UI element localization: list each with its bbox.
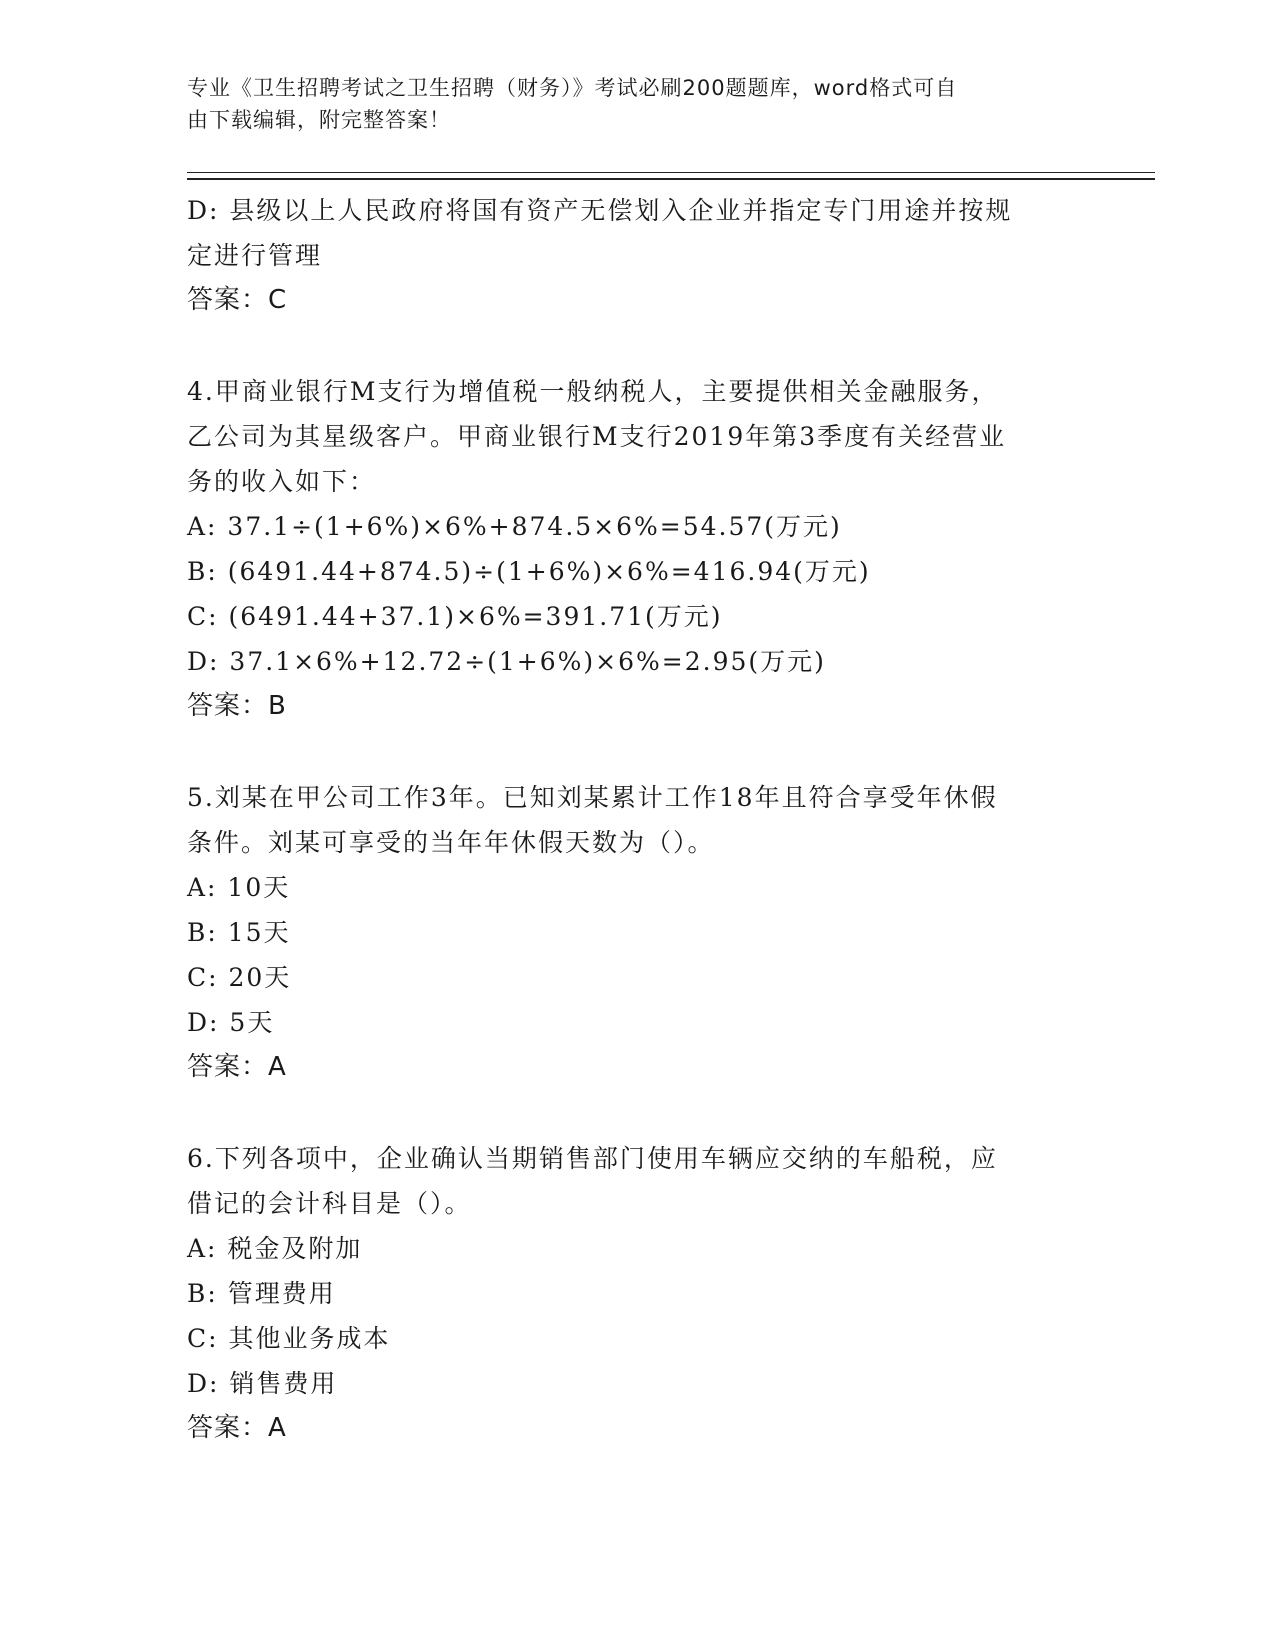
document-header [187,72,1067,136]
q6-option-a: A: 税金及附加 [187,1234,363,1263]
question-spacer [187,323,1087,369]
q4-answer: 答案：B [187,691,287,721]
question-spacer [187,1090,1087,1136]
q5-option-c: C: 20天 [187,963,292,992]
q4-stem-line-2: 乙公司为其星级客户。甲商业银行M支行2019年第3季度有关经营业 [187,422,1007,451]
q3-option-d-line-1: D: 县级以上人民政府将国有资产无偿划入企业并指定专门用途并按规 [187,196,1013,225]
q4-option-d: D: 37.1×6%+12.72÷(1+6%)×6%=2.95(万元) [187,647,826,676]
header-line-2: 由下载编辑，附完整答案！ [187,108,451,132]
q5-option-b: B: 15天 [187,918,291,947]
q6-answer: 答案：A [187,1413,287,1443]
q4-option-c: C: (6491.44+37.1)×6%=391.71(万元) [187,602,723,631]
header-divider-top [187,172,1155,173]
question-6 [187,1136,1087,1451]
q5-option-a: A: 10天 [187,873,291,902]
q5-stem-line-2: 条件。刘某可享受的当年年休假天数为（）。 [187,828,715,857]
q6-stem-line-2: 借记的会计科目是（）。 [187,1189,472,1218]
q6-stem-line-1: 6.下列各项中，企业确认当期销售部门使用车辆应交纳的车船税，应 [187,1144,998,1173]
q3-answer: 答案：C [187,285,288,315]
q5-answer: 答案：A [187,1052,287,1082]
question-spacer [187,729,1087,775]
q6-option-d: D: 销售费用 [187,1369,338,1398]
q3-option-d-line-2: 定进行管理 [187,241,323,270]
q5-option-d: D: 5天 [187,1008,275,1037]
q4-stem-line-1: 4.甲商业银行M支行为增值税一般纳税人，主要提供相关金融服务， [187,377,999,406]
q5-stem-line-1: 5.刘某在甲公司工作3年。已知刘某累计工作18年且符合享受年休假 [187,783,998,812]
header-line-1: 专业《卫生招聘考试之卫生招聘（财务）》考试必刷200题题库，word格式可自 [187,76,958,100]
header-divider-bottom [187,178,1155,180]
q4-stem-line-3: 务的收入如下： [187,467,377,496]
q6-option-c: C: 其他业务成本 [187,1324,391,1353]
question-4 [187,369,1087,729]
question-3-tail [187,188,1087,323]
q4-option-b: B: (6491.44+874.5)÷(1+6%)×6%=416.94(万元) [187,557,871,586]
question-list [187,188,1087,1451]
question-5 [187,775,1087,1090]
q6-option-b: B: 管理费用 [187,1279,336,1308]
q4-option-a: A: 37.1÷(1+6%)×6%+874.5×6%=54.57(万元) [187,512,842,541]
